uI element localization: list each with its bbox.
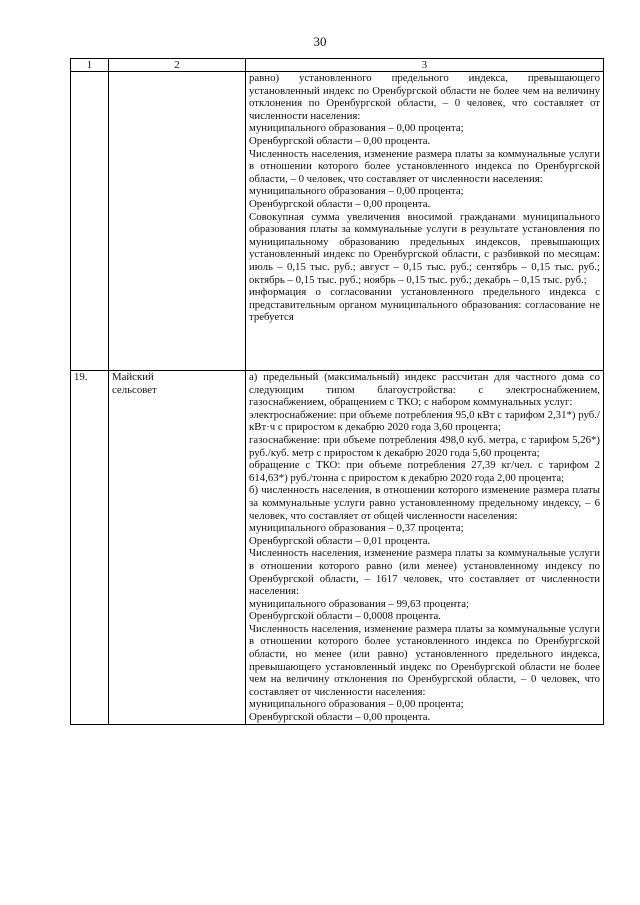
row-text bbox=[246, 72, 604, 371]
text-line: обращение с ТКО: при объеме потребления 27,39 кг/чел. с тарифом 2 614,63*) руб./тонна с приростом к декабрю 2020 года 2,00 процента; bbox=[249, 459, 600, 484]
header-col-1: 1 bbox=[71, 59, 109, 72]
region-name-line: сельсовет bbox=[112, 383, 157, 396]
text-line: муниципального образования – 99,63 процента; bbox=[249, 597, 470, 610]
text-line: равно) установленного предельного индекса, превышающего установленный индекс по Оренбургской области не более чем на величину отклонения по Оренбургской области, – 0 человек, что составляет от численности населения: bbox=[249, 72, 600, 122]
text-line: Оренбургской области – 0,0008 процента. bbox=[249, 610, 441, 623]
row-text bbox=[246, 371, 604, 725]
text-line: Численность населения, изменение размера платы за коммунальные услуги в отношении которого равно (или менее) установленному индексу по Оренбургской области, – 1617 человек, что составляет от численности населения: bbox=[249, 547, 600, 598]
text-line: муниципального образования – 0,00 процента; bbox=[249, 698, 464, 711]
header-col-2: 2 bbox=[109, 59, 246, 72]
text-line: Оренбургской области – 0,00 процента. bbox=[249, 711, 431, 724]
table-row bbox=[71, 72, 604, 371]
table-header-row bbox=[71, 59, 604, 72]
text-line: газоснабжение: при объеме потребления 498,0 куб. метра, с тарифом 5,26*) руб./куб. метр с приростом к декабрю 2020 года 5,60 процента; bbox=[249, 433, 600, 459]
text-line: муниципального образования – 0,00 процента; bbox=[249, 122, 464, 135]
header-col-3: 3 bbox=[246, 59, 604, 72]
document-table bbox=[70, 58, 604, 725]
text-line: Совокупная сумма увеличения вносимой гражданами муниципального образования платы за коммунальные услуги в результате установления по муниципальному образованию предельных индексов, превышающих установленный индекс по Оренбургской области, с разбивкой по месяцам: июль – 0,15 тыс. руб.; август – 0,15 тыс. руб.; сентябрь – 0,15 тыс. руб.; октябрь – 0,15 тыс. руб.; ноябрь – 0,15 тыс. руб.; декабрь – 0,15 тыс. руб.; bbox=[249, 210, 600, 286]
text-line: Оренбургской области – 0,01 процента. bbox=[249, 534, 431, 547]
text-line: электроснабжение: при объеме потребления 95,0 кВт с тарифом 2,31*) руб./кВт·ч с приростом к декабрю 2020 года 3,60 процента; bbox=[249, 408, 600, 434]
text-line: Оренбургской области – 0,00 процента. bbox=[249, 134, 431, 147]
row-region bbox=[109, 72, 246, 371]
text-line: Численность населения, изменение размера платы за коммунальные услуги в отношении которого более установленного индекса по Оренбургской области, – 0 человек, что составляет от численности населения: bbox=[249, 147, 600, 185]
row-number bbox=[71, 72, 109, 371]
page-number: 30 bbox=[313, 34, 327, 49]
text-line: информация о согласовании установленного предельного индекса с представительным органом муниципального образования: согласование не требуется bbox=[249, 286, 600, 324]
text-line: муниципального образования – 0,00 процента; bbox=[249, 185, 464, 198]
row-region bbox=[109, 371, 246, 725]
row-number: 19. bbox=[71, 371, 109, 725]
text-line: б) численность населения, в отношении которого изменение размера платы за коммунальные услуги равно установленному предельному индексу, – 6 человек, что составляет от общей численности населения: bbox=[249, 484, 600, 522]
region-name-line: Майский bbox=[112, 371, 154, 383]
text-line: Оренбургской области – 0,00 процента. bbox=[249, 197, 431, 210]
text-line: муниципального образования – 0,37 процента; bbox=[249, 522, 464, 535]
text-line: Численность населения, изменение размера платы за коммунальные услуги в отношении которого более установленного индекса по Оренбургской области, но менее (или равно) установленного предельного индекса, превышающего установленный индекс по Оренбургской области не более чем на величину отклонения по Оренбургской области, – 0 человек, что составляет от численности населения: bbox=[249, 622, 600, 698]
table-row bbox=[71, 371, 604, 725]
text-line: а) предельный (максимальный) индекс рассчитан для частного дома со следующим типом благоустройства: с электроснабжением, газоснабжением, обращением с ТКО; с набором коммунальных услуг: bbox=[249, 371, 600, 409]
